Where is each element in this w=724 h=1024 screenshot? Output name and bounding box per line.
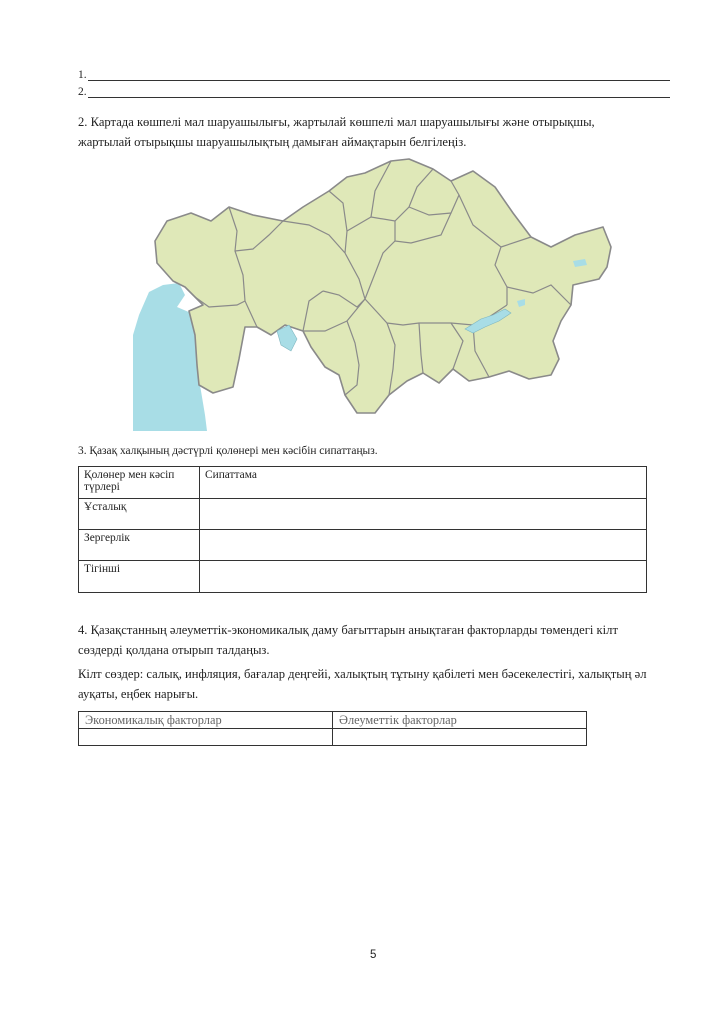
country-outline bbox=[155, 159, 611, 413]
craft-description-cell[interactable] bbox=[200, 530, 647, 561]
question-3-text: 3. Қазақ халқының дәстүрлі қолөнері мен кәсібін сипаттаңыз. bbox=[78, 445, 378, 457]
question-2-text: 2. Картада көшпелі мал шаруашылығы, жартылай көшпелі мал шаруашылығы және отырықшы, жартылай отырықшы шаруашылықтың дамыған аймақтарын белгілеңіз. bbox=[78, 115, 595, 149]
answer-line-1[interactable] bbox=[78, 69, 670, 83]
social-factors-cell[interactable] bbox=[333, 729, 587, 746]
craft-label: Тігінші bbox=[79, 561, 200, 593]
economic-factors-cell[interactable] bbox=[79, 729, 333, 746]
table-row bbox=[79, 530, 647, 561]
answer-underline bbox=[88, 97, 670, 98]
question-4-text: 4. Қазақстанның әлеуметтік-экономикалық даму бағыттарын анықтаған факторларды төмендегі кілт сөздерді қолдана отырып талдаңыз. bbox=[78, 623, 618, 657]
craft-label: Зергерлік bbox=[79, 530, 200, 561]
crafts-table bbox=[78, 466, 647, 593]
craft-label: Ұсталық bbox=[79, 499, 200, 530]
table-row bbox=[79, 729, 587, 746]
craft-description-cell[interactable] bbox=[200, 499, 647, 530]
economic-factors-header: Экономикалық факторлар bbox=[79, 712, 333, 729]
craft-description-cell[interactable] bbox=[200, 561, 647, 593]
table-row bbox=[79, 561, 647, 593]
answer-line-number: 2. bbox=[78, 86, 87, 98]
map-svg bbox=[133, 155, 619, 431]
page-number: 5 bbox=[370, 949, 377, 961]
kazakhstan-regions-map[interactable] bbox=[133, 155, 619, 431]
crafts-header-description: Сипаттама bbox=[200, 467, 647, 499]
keywords-text: Кілт сөздер: салық, инфляция, бағалар деңгейі, халықтың тұтыну қабілеті мен бәсекелестігі, халықтың әл ауқаты, еңбек нарығы. bbox=[78, 667, 647, 701]
factors-table-header-row bbox=[79, 712, 587, 729]
answer-line-2[interactable] bbox=[78, 86, 670, 100]
answer-line-number: 1. bbox=[78, 69, 87, 81]
factors-table bbox=[78, 711, 587, 746]
crafts-header-type: Қолөнер мен кәсіп түрлері bbox=[79, 467, 200, 499]
answer-underline bbox=[88, 80, 670, 81]
social-factors-header: Әлеуметтік факторлар bbox=[333, 712, 587, 729]
table-row bbox=[79, 499, 647, 530]
crafts-table-header-row bbox=[79, 467, 647, 499]
